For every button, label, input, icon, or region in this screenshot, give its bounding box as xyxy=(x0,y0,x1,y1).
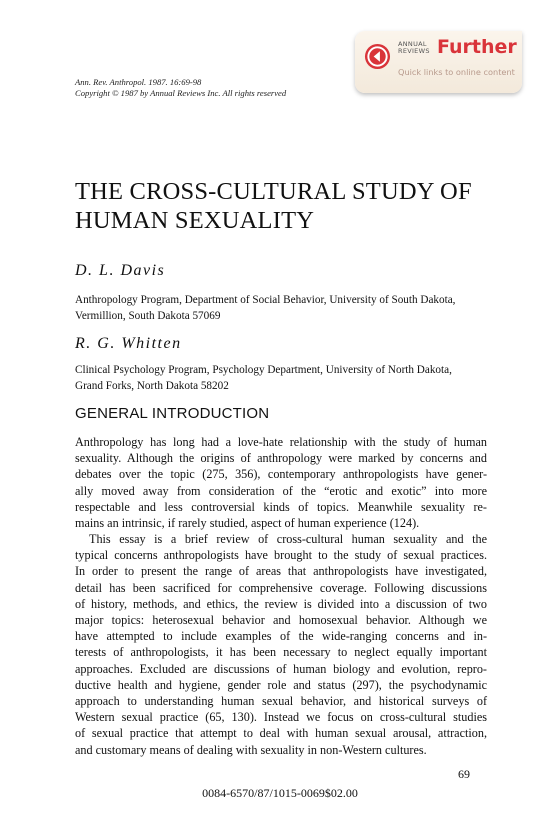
text-line: This essay is a brief review of cross-cultural human sexuality and the xyxy=(89,532,487,546)
text-line: ductive health and hygiene, gender role and status (297), the psychodynamic xyxy=(75,677,487,692)
annual-reviews-further-badge[interactable] xyxy=(355,31,522,93)
text-line: respectable and less controversial kinds of topics. Meanwhile sexuality re- xyxy=(75,499,487,514)
text-line: approaches. Excluded are discussions of human biology and evolution, repro- xyxy=(75,661,487,676)
text-line: Anthropology has long had a love-hate relationship with the study of human xyxy=(75,435,487,449)
play-arrow-icon xyxy=(364,43,391,70)
text-line: of history, methods, and ethics, the review is divided into a discussion of two xyxy=(75,596,487,611)
body-paragraph xyxy=(75,434,487,531)
body-paragraph xyxy=(75,531,487,758)
text-line: approach to understanding human sexual behavior, and historical surveys of xyxy=(75,694,487,709)
text-line: have attempted to include examples of the wide-ranging concerns and in- xyxy=(75,629,487,644)
author-affiliation: Clinical Psychology Program, Psychology Department, University of North Dakota, Grand Forks, North Dakota 58202 xyxy=(75,364,452,392)
text-line: ally moved away from consideration of the “erotic and exotic” into more xyxy=(75,483,487,498)
text-line: debates over the topic (275, 356), contemporary anthropologists have gener- xyxy=(75,467,487,482)
journal-citation xyxy=(75,77,375,99)
author-name: R. G. Whitten xyxy=(75,335,182,352)
badge-tagline: Quick links to online content xyxy=(398,67,515,77)
copyright-line: Copyright © 1987 by Annual Reviews Inc. All rights reserved xyxy=(75,88,287,98)
text-line: mains an intrinsic, if rarely studied, aspect of human experience (124). xyxy=(75,516,420,531)
text-line: detail has been sacrificed for comprehensive coverage. Following discussions xyxy=(75,580,487,595)
text-line: of sexual practice that attempt to deal with human sexual arousal, attraction, xyxy=(75,726,487,741)
title-line: THE CROSS-CULTURAL STUDY OF xyxy=(75,178,472,205)
text-line: and customary means of dealing with sexuality in non-Western cultures. xyxy=(75,742,427,757)
section-heading: GENERAL INTRODUCTION xyxy=(75,405,270,422)
text-line: In order to present the range of areas that anthropologists have investigated, xyxy=(75,564,487,579)
text-line: major topics: heterosexual behavior and homosexual behavior. Although we xyxy=(75,613,487,628)
text-line: typical concerns anthropologists have brought to the study of sexual practices. xyxy=(75,548,487,563)
text-line: terests of anthropologists, it has been necessary to neglect equally important xyxy=(75,645,487,660)
citation-line: Ann. Rev. Anthropol. 1987. 16:69-98 xyxy=(75,77,202,87)
title-line: HUMAN SEXUALITY xyxy=(75,207,315,234)
footer-code: 0084-6570/87/1015-0069$02.00 xyxy=(202,786,358,800)
text-line: Western sexual practice (65, 130). Instead we focus on cross-cultural studies xyxy=(75,710,487,725)
annual-reviews-wordmark: ANNUAL REVIEWS xyxy=(398,40,430,55)
author-name: D. L. Davis xyxy=(75,262,166,279)
author-affiliation: Anthropology Program, Department of Social Behavior, University of South Dakota, Vermillion, South Dakota 57069 xyxy=(75,294,456,322)
article-title xyxy=(75,177,515,235)
further-wordmark: Further xyxy=(437,36,517,58)
page-number: 69 xyxy=(458,767,470,781)
text-line: sexuality. Although the origins of anthropology were marked by concerns and xyxy=(75,451,487,466)
